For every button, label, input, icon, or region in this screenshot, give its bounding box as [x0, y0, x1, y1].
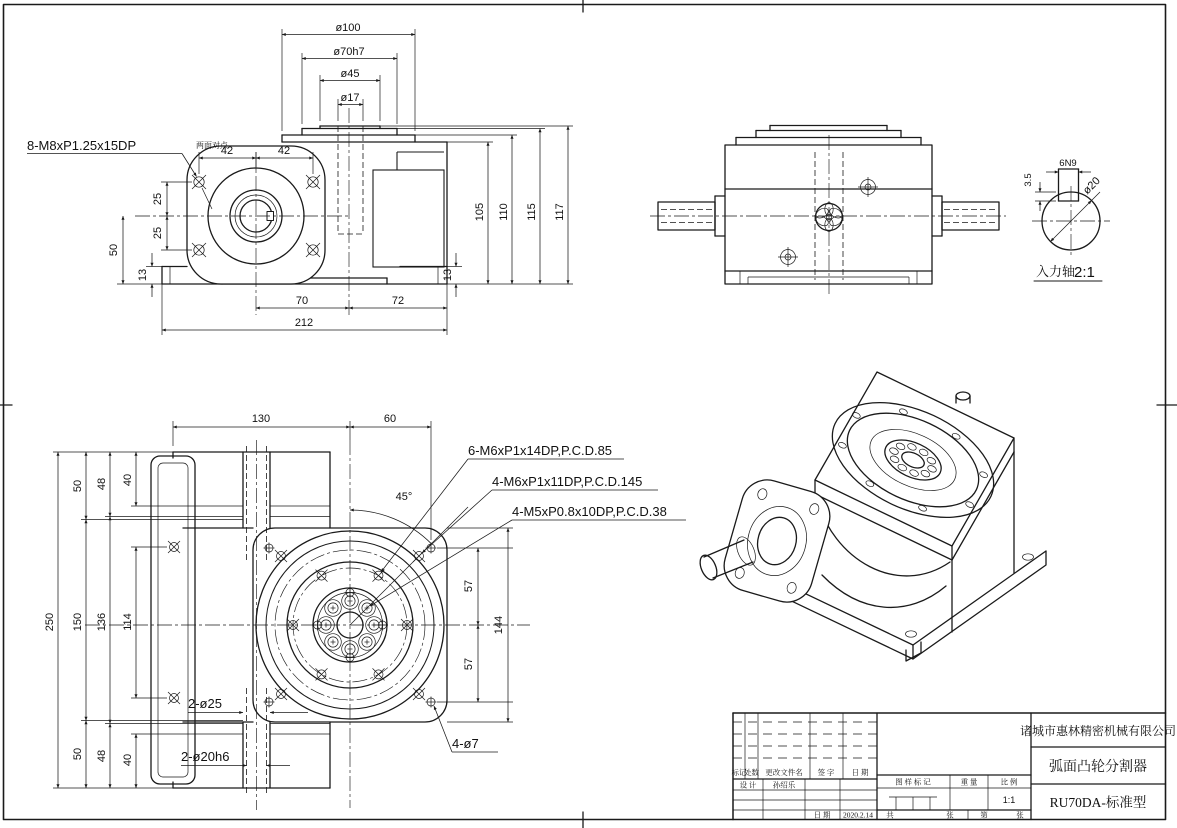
- dim-212: 212: [294, 317, 314, 329]
- company-name: 诸城市惠林精密机械有限公司: [1019, 724, 1177, 738]
- dim-50-top: 50: [72, 479, 84, 493]
- designer-name: 孙绍乐: [772, 780, 796, 790]
- callout-pcd145: 4-M6xP1x11DP,P.C.D.145: [492, 474, 643, 489]
- dim-72: 72: [391, 295, 405, 307]
- header-signature: 签 字: [817, 768, 835, 777]
- side-view: [650, 126, 1006, 297]
- dim-60: 60: [383, 413, 397, 425]
- dim-dia17: ø17: [340, 92, 360, 104]
- front-thread-note-suffix: 两面对点: [196, 141, 228, 150]
- front-view: [27, 22, 573, 335]
- callout-2dia25: 2-ø25: [188, 696, 222, 711]
- label-sheets-unit-1: 张: [946, 810, 954, 820]
- header-mark: 标记: [731, 768, 747, 777]
- header-date: 日 期: [851, 768, 869, 777]
- dim-dia45: ø45: [340, 68, 360, 80]
- detail-scale: 2:1: [1074, 264, 1095, 281]
- dim-250: 250: [44, 612, 56, 632]
- dim-150: 150: [72, 612, 84, 632]
- dim-57-top: 57: [463, 579, 475, 593]
- dim-25-bottom: 25: [152, 226, 164, 240]
- label-sheet-no: 第: [980, 810, 988, 820]
- dim-115: 115: [526, 203, 538, 221]
- label-drawing-mark: 图 样 标 记: [895, 777, 931, 787]
- date-value: 2020.2.14: [843, 810, 873, 820]
- dim-105: 105: [474, 202, 486, 222]
- dim-144: 144: [493, 615, 505, 635]
- callout-2dia20h6: 2-ø20h6: [181, 749, 230, 764]
- model-number: RU70DA-标准型: [1049, 795, 1147, 810]
- label-design: 设 计: [739, 780, 757, 790]
- dim-keyway-depth: 3.5: [1023, 173, 1034, 187]
- label-sheets-total: 共: [886, 810, 894, 820]
- dim-57-bottom: 57: [463, 657, 475, 671]
- product-name: 弧面凸轮分割器: [1049, 760, 1147, 775]
- dim-42-right: 42: [277, 145, 291, 157]
- title-block: [732, 713, 1177, 820]
- dim-13-right: 13: [442, 268, 454, 282]
- dim-keyway-6n9: 6N9: [1059, 158, 1077, 169]
- header-changed-file: 更改文件名: [765, 768, 803, 777]
- dim-50: 50: [108, 243, 120, 257]
- dim-dia20: ø20: [1080, 174, 1103, 197]
- label-sheets-unit-2: 张: [1016, 810, 1024, 820]
- label-date: 日 期: [813, 810, 831, 820]
- dim-117: 117: [554, 203, 566, 221]
- dim-40-bottom: 40: [122, 753, 134, 767]
- dim-48-top: 48: [96, 477, 108, 491]
- dim-110: 110: [498, 203, 510, 221]
- dim-13-left: 13: [137, 268, 149, 282]
- front-thread-note: 8-M8xP1.25x15DP: [27, 138, 137, 153]
- dim-45deg: 45°: [395, 491, 413, 503]
- dim-48-bottom: 48: [96, 749, 108, 763]
- isometric-view: [697, 372, 1046, 661]
- callout-pcd85: 6-M6xP1x14DP,P.C.D.85: [468, 443, 613, 458]
- plan-view: [44, 413, 686, 810]
- input-shaft-detail-view: [1023, 158, 1110, 281]
- header-count: 处数: [744, 768, 759, 777]
- callout-pcd38: 4-M5xP0.8x10DP,P.C.D.38: [512, 504, 667, 519]
- dim-dia70h7: ø70h7: [333, 46, 365, 58]
- dim-70: 70: [295, 295, 309, 307]
- dim-dia100: ø100: [335, 22, 361, 34]
- label-weight: 重 量: [960, 777, 978, 787]
- dim-50-bottom: 50: [72, 747, 84, 761]
- scale-value: 1:1: [1002, 795, 1016, 805]
- dim-42-left: 42: [220, 145, 234, 157]
- callout-4holes: 4-ø7: [452, 736, 479, 751]
- dim-114: 114: [122, 613, 134, 631]
- detail-title: 入力轴: [1036, 264, 1076, 279]
- dim-136: 136: [96, 612, 108, 632]
- label-scale: 比 例: [1000, 777, 1018, 787]
- dim-25-top: 25: [152, 192, 164, 206]
- dim-130: 130: [251, 413, 271, 425]
- dim-40-top: 40: [122, 473, 134, 487]
